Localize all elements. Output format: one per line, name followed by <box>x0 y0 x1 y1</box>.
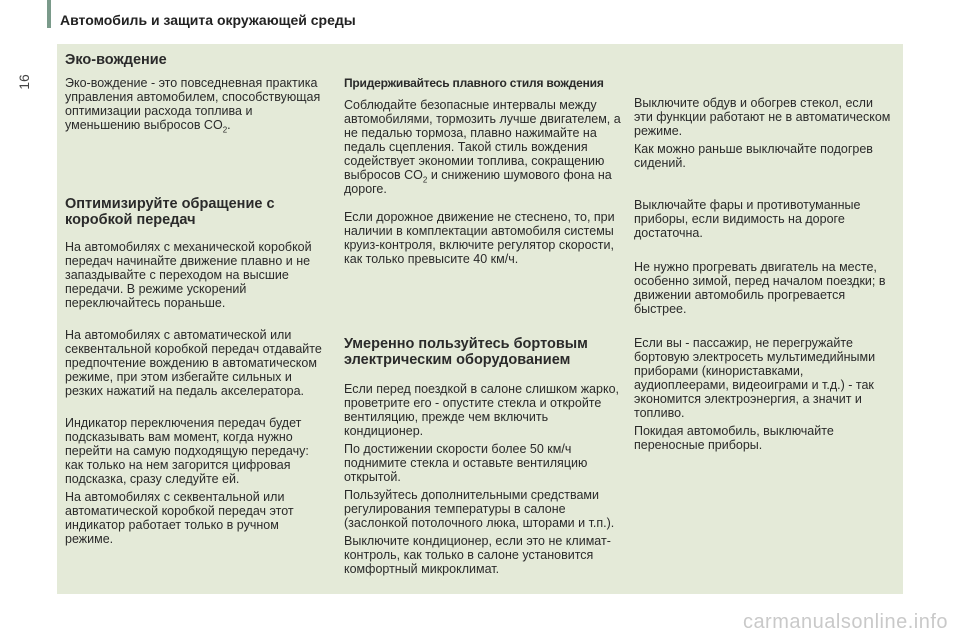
tip-paragraph-5: Если вы - пассажир, не перегружайте бортовую электросеть мультимедийными приборами (кинориставками, аудиоплеерами, видеоиграми и т.д.) - так экономится электроэнергия, а значит и топливо. <box>634 336 876 420</box>
column-gear-section <box>65 196 327 550</box>
gear-paragraph-2: На автомобилях с автоматической или секвентальной коробкой передач отдавайте предпочтение вождению в автоматическом режиме, при этом избегайте сильных и резких нажатий на педаль акселератора. <box>65 328 322 398</box>
smooth-paragraph-2: Если дорожное движение не стеснено, то, при наличии в комплектации автомобиля системы круиз-контроля, включите регулятор скорости, как только превысите 40 км/ч. <box>344 210 615 266</box>
watermark-text: carmanualsonline.info <box>742 611 948 633</box>
tip-paragraph-4: Не нужно прогревать двигатель на месте, особенно зимой, перед началом поездки; в движении автомобиль прогревается быстрее. <box>634 260 886 316</box>
gear-paragraph-4: На автомобилях с секвентальной или автоматической коробкой передач этот индикатор работает только в ручном режиме. <box>65 490 294 546</box>
page-number: 16 <box>16 74 32 90</box>
header-accent-bar <box>47 0 51 28</box>
equipment-paragraph-4: Выключите кондиционер, если это не климат-контроль, как только в салоне установится комфортный микроклимат. <box>344 534 611 576</box>
equipment-title: Умеренно пользуйтесь бортовым электрическим оборудованием <box>344 336 588 368</box>
column-smooth-driving <box>344 76 624 270</box>
smooth-paragraph-1: Соблюдайте безопасные интервалы между автомобилями, тормозить лучше двигателем, а не педалью тормоза, плавно нажимайте на педаль сцепления. Такой стиль вождения содействует экономии топлива, сокращению выбросов $CO_2$ и снижению шумового фона на дороге. <box>344 98 621 196</box>
equipment-paragraph-2: По достижении скорости более 50 км/ч поднимите стекла и оставьте вентиляцию открытой. <box>344 442 588 484</box>
column-tips <box>634 96 894 456</box>
smooth-title: Придерживайтесь плавного стиля вождения <box>344 76 604 90</box>
tip-paragraph-3: Выключайте фары и противотуманные приборы, если видимость на дороге достаточна. <box>634 198 861 240</box>
column-equipment <box>344 336 624 580</box>
tip-paragraph-1: Выключите обдув и обогрев стекол, если эти функции работают не в автоматическом режиме. <box>634 96 891 138</box>
equipment-paragraph-3: Пользуйтесь дополнительными средствами регулирования температуры в салоне (заслонкой потолочного люка, шторами и т.п.). <box>344 488 615 530</box>
gear-paragraph-3: Индикатор переключения передач будет подсказывать вам момент, когда нужно перейти на самую подходящую передачу: как только на нем загорится цифровая подсказка, сразу следуйте ей. <box>65 416 309 486</box>
eco-intro-text: Эко-вождение - это повседневная практика управления автомобилем, способствующая оптимизации расхода топлива и уменьшению выбросов $CO_2$. <box>65 76 321 135</box>
gear-paragraph-1: На автомобилях с механической коробкой передач начинайте движение плавно и не запаздывайте с переходом на высшие передачи. В режиме ускорений переключайтесь пораньше. <box>65 240 312 310</box>
equipment-paragraph-1: Если перед поездкой в салоне слишком жарко, проветрите его - опустите стекла и откройте вентиляцию, прежде чем включить кондиционер. <box>344 382 619 438</box>
page-header-title: Автомобиль и защита окружающей среды <box>60 12 356 28</box>
eco-title: Эко-вождение <box>65 52 167 68</box>
gear-title: Оптимизируйте обращение с коробкой передач <box>65 196 275 228</box>
tip-paragraph-2: Как можно раньше выключайте подогрев сидений. <box>634 142 873 170</box>
tip-paragraph-6: Покидая автомобиль, выключайте переносные приборы. <box>634 424 834 452</box>
column-eco-intro <box>65 52 327 136</box>
